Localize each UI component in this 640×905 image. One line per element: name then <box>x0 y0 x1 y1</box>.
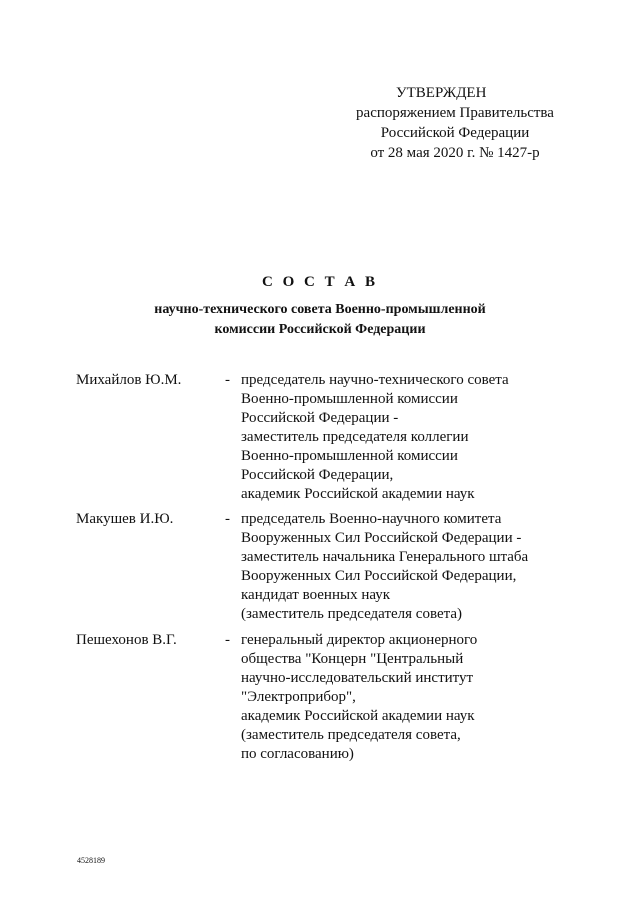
subtitle-line: научно-технического совета Военно-промышленной <box>154 302 486 317</box>
member-dash: - <box>225 632 230 648</box>
member-dash: - <box>225 372 230 388</box>
role-line: Вооруженных Сил Российской Федерации - <box>241 530 522 546</box>
member-dash: - <box>225 511 230 527</box>
document-heading <box>0 272 640 340</box>
member-role <box>241 631 571 764</box>
role-line: академик Российской академии наук <box>241 708 475 724</box>
role-line: Военно-промышленной комиссии <box>241 448 458 464</box>
role-line: академик Российской академии наук <box>241 486 475 502</box>
role-line: (заместитель председателя совета) <box>241 606 463 622</box>
approval-block <box>340 83 570 163</box>
role-line: генеральный директор акционерного <box>241 632 478 648</box>
role-line: общества "Концерн "Центральный <box>241 651 464 667</box>
subtitle-line: комиссии Российской Федерации <box>214 322 426 337</box>
approval-line: Российской Федерации <box>380 125 530 141</box>
role-line: Российской Федерации - <box>241 410 399 426</box>
member-role <box>241 510 571 624</box>
role-line: председатель Военно-научного комитета <box>241 511 502 527</box>
role-line: заместитель начальника Генерального штаба <box>241 549 529 565</box>
document-subtitle <box>0 300 640 340</box>
approval-stamp: УТВЕРЖДЕН <box>396 85 487 101</box>
role-line: "Электроприбор", <box>241 689 356 705</box>
role-line: кандидат военных наук <box>241 587 391 603</box>
document-number: 4528189 <box>77 856 105 865</box>
role-line: председатель научно-технического совета <box>241 372 509 388</box>
member-name: Пешехонов В.Г. <box>76 632 177 648</box>
approval-line: распоряжением Правительства <box>356 105 554 121</box>
member-name: Макушев И.Ю. <box>76 511 174 527</box>
role-line: по согласованию) <box>241 746 354 762</box>
member-role <box>241 371 571 504</box>
role-line: Вооруженных Сил Российской Федерации, <box>241 568 517 584</box>
role-line: Военно-промышленной комиссии <box>241 391 458 407</box>
member-name: Михайлов Ю.М. <box>76 372 182 388</box>
role-line: научно-исследовательский институт <box>241 670 474 686</box>
approval-line: от 28 мая 2020 г. № 1427-р <box>370 145 540 161</box>
role-line: (заместитель председателя совета, <box>241 727 461 743</box>
role-line: Российской Федерации, <box>241 467 394 483</box>
role-line: заместитель председателя коллегии <box>241 429 469 445</box>
document-title: С О С Т А В <box>262 274 378 290</box>
